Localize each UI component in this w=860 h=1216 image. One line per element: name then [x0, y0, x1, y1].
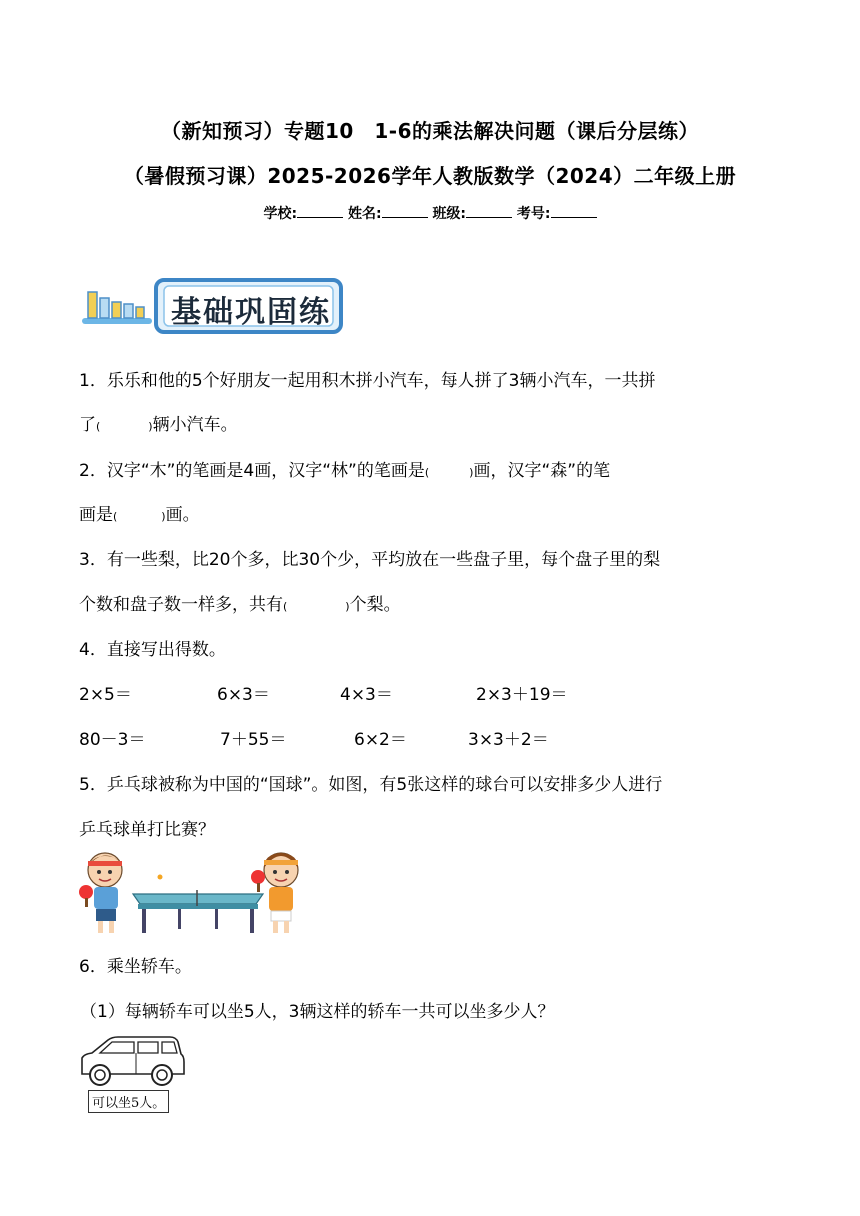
question-3-line1: 3．有一些梨，比20个多，比30个少，平均放在一些盘子里，每个盘子里的梨 [79, 550, 661, 570]
exam-number-blank[interactable] [551, 205, 597, 218]
class-blank[interactable] [466, 205, 512, 218]
calc-item: 6×2＝ [354, 730, 407, 750]
section-banner [80, 274, 345, 338]
student-info-fields [0, 203, 860, 223]
question-5-line1: 5．乒乓球被称为中国的“国球”。如图，有5张这样的球台可以安排多少人进行 [79, 775, 663, 795]
school-label: 学校: [263, 206, 298, 222]
car-icon [78, 1034, 188, 1088]
school-blank[interactable] [297, 205, 343, 218]
question-6-title: 6．乘坐轿车。 [79, 957, 192, 977]
exam-number-label: 考号: [516, 206, 551, 222]
calc-item: 3×3＋2＝ [468, 730, 549, 750]
question-3-line2: 个数和盘子数一样多，共有( )个梨。 [79, 595, 401, 615]
question-4-title: 4．直接写出得数。 [79, 640, 226, 660]
calc-item: 7＋55＝ [220, 730, 287, 750]
question-5-line2: 乒乓球单打比赛？ [79, 820, 215, 840]
car-capacity-label: 可以坐5人。 [88, 1090, 169, 1113]
calc-item: 2×3＋19＝ [476, 685, 568, 705]
answer-paren-open: ( [96, 420, 101, 433]
calc-item: 2×5＝ [79, 685, 132, 705]
ping-pong-illustration [78, 846, 310, 938]
question-2-line2: 画是( )画。 [79, 505, 200, 525]
calc-item: 4×3＝ [340, 685, 393, 705]
question-6-part-1: （1）每辆轿车可以坐5人，3辆这样的轿车一共可以坐多少人？ [80, 1002, 555, 1022]
question-2-line1: 2．汉字“木”的笔画是4画，汉字“林”的笔画是( )画，汉字“森”的笔 [79, 461, 611, 481]
question-1-line2: 了( )辆小汽车。 [79, 415, 238, 435]
name-blank[interactable] [382, 205, 428, 218]
answer-paren-close: ) [148, 420, 153, 433]
class-label: 班级: [432, 206, 467, 222]
document-title-line2: （暑假预习课）2025-2026学年人教版数学（2024）二年级上册 [123, 164, 737, 188]
question-1-line1: 1．乐乐和他的5个好朋友一起用积木拼小汽车，每人拼了3辆小汽车，一共拼 [79, 371, 656, 391]
document-title-line1: （新知预习）专题10 1-6的乘法解决问题（课后分层练） [161, 119, 699, 143]
calc-item: 80－3＝ [79, 730, 146, 750]
ping-pong-table-icon [78, 846, 310, 938]
car-illustration [78, 1034, 188, 1088]
calc-item: 6×3＝ [217, 685, 270, 705]
banner-label: 基础巩固练 [171, 295, 331, 330]
name-label: 姓名: [347, 206, 382, 222]
